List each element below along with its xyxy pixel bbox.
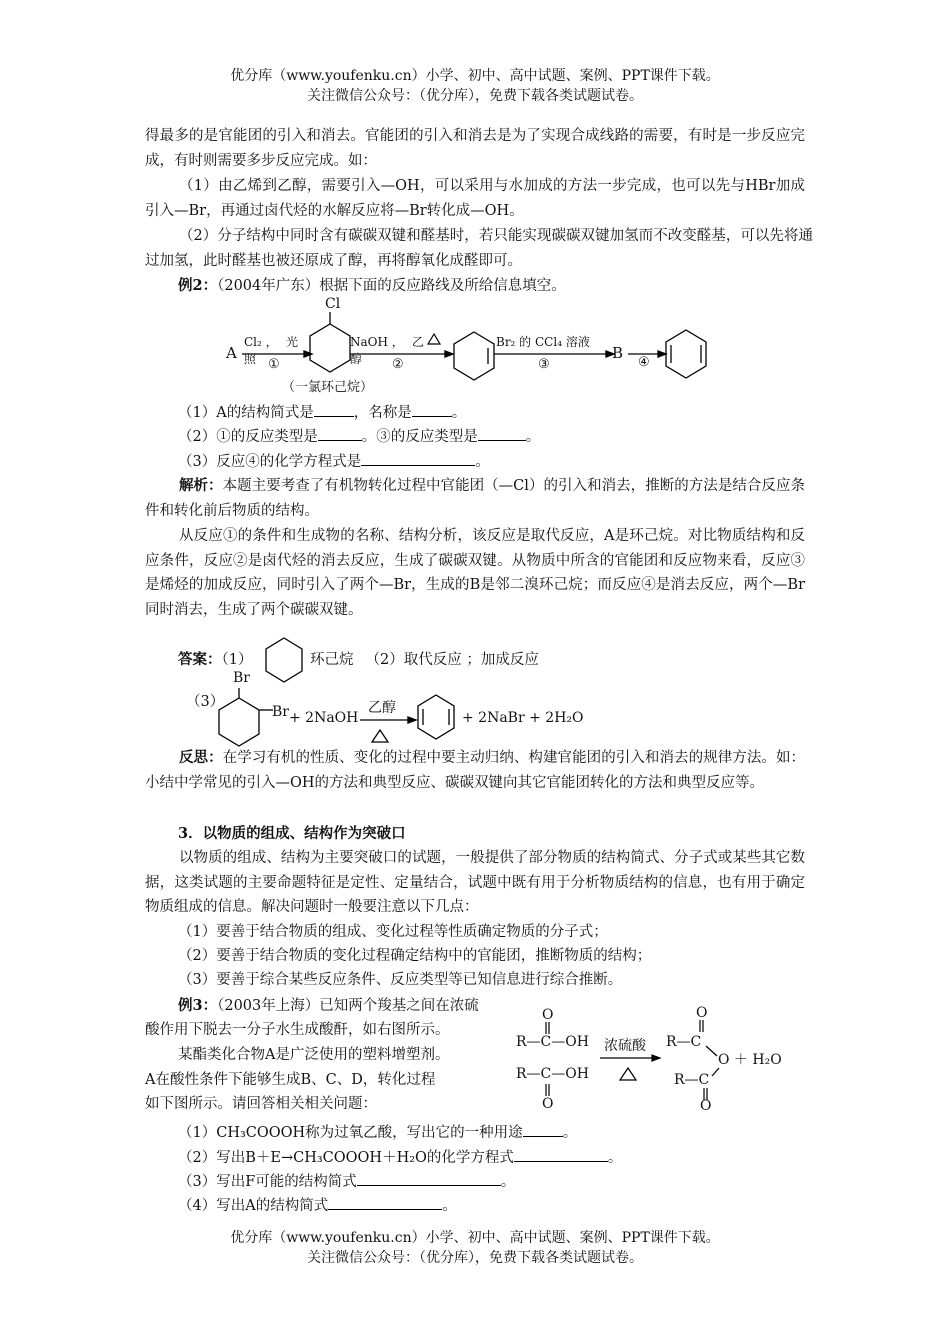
scheme-cond2-c: 醇 (350, 352, 363, 366)
answer-br-2: Br (272, 704, 289, 720)
scheme-step-1: ① (268, 357, 280, 372)
section-3-paragraph: 以物质的组成、结构为主要突破口的试题，一般提供了部分物质的结构简式、分子式或某些其它数据，这类试题的主要命题特征是定性、定量结合，试题中既有用于分析物质结构的信息，也有用于确定物质组成的信息。解决问题时一般要注意以下几点： (145, 850, 805, 916)
anhydride-condition: 浓硫酸 (604, 1038, 646, 1054)
scheme-cond1-b: 光 (286, 335, 299, 349)
anhydride-o-top: O (696, 1005, 708, 1021)
answer-cyclohexane (262, 636, 306, 686)
answer-arrow (358, 712, 418, 748)
blank-reaction-1-type[interactable] (318, 426, 362, 441)
ex3-question-3: （3）写出F可能的结构简式 。 (178, 1171, 515, 1192)
answer-naoh: + 2NaOH (289, 710, 359, 726)
section-3-title: 3．以物质的组成、结构作为突破口 (178, 825, 406, 842)
section-3-tip-3: （3）要善于综合某些反应条件、反应类型等已知信息进行综合推断。 (178, 972, 623, 988)
anhydride-o-plus-water: O ＋ H₂O (718, 1052, 782, 1068)
scheme-step-3: ③ (538, 357, 550, 372)
analysis-paragraph: 解析：本题主要考查了有机物转化过程中官能团（—Cl）的引入和消去，推断的方法是结合反应条件和转化前后物质的结构。 (145, 477, 805, 519)
answer-line-1b: 环己烷 （2）取代反应 ；加成反应 (310, 652, 539, 668)
answer-condition: 乙醇 (368, 700, 396, 716)
anhydride-rc-top: R—C (666, 1034, 702, 1050)
blank-f-structure[interactable] (357, 1171, 501, 1186)
scheme-cond2-a: NaOH ， (350, 335, 404, 349)
acid2-formula: R—C—OH (516, 1066, 589, 1082)
blank-reaction-4-equation[interactable] (361, 451, 475, 466)
chlorocyclohexane-ring (310, 324, 350, 372)
anhydride-scheme-lines (500, 1000, 740, 1116)
arrowhead-4 (658, 351, 666, 357)
scheme-cl: Cl (325, 296, 341, 312)
reflection-paragraph: 反思：在学习有机的性质、变化的过程中要主动归纳、构建官能团的引入和消去的规律方法。如：小结中学常见的引入—OH的方法和典型反应、碳碳双键向其它官能团转化的方法和典型反应等。 (145, 749, 806, 791)
answer-br-1: Br (233, 670, 250, 686)
answer-3-label: （3） (186, 694, 225, 710)
scheme-mid-b: B (612, 344, 624, 362)
example-3-line-5: 如下图所示。请回答相关相关问题： (145, 1096, 377, 1112)
blank-peracetic-use[interactable] (523, 1122, 563, 1137)
scheme-cond-3: Br₂ 的 CCl₄ 溶液 (496, 335, 590, 349)
arrowhead-2 (445, 351, 453, 357)
section-3-tip-1: （1）要善于结合物质的组成、变化过程等性质确定物质的分子式； (178, 924, 608, 940)
footer-line-1: 优分库（www.youfenku.cn）小学、初中、高中试题、案例、PPT课件下载。 (230, 1230, 720, 1246)
page-header (0, 66, 950, 106)
section-3-tip-2: （2）要善于结合物质的变化过程确定结构中的官能团，推断物质的结构； (178, 948, 652, 964)
acid2-o: O (542, 1096, 554, 1112)
ex3-question-1: （1）CH₃COOOH称为过氧乙酸，写出它的一种用途 。 (178, 1122, 577, 1143)
page-footer (0, 1228, 950, 1268)
scheme-step-2: ② (392, 357, 404, 372)
point-1: （1）由乙烯到乙醇，需要引入—OH，可以采用与水加成的方法一步完成，也可以先与HBr加成引入—Br，再通过卤代烃的水解反应将—Br转化成—OH。 (145, 178, 805, 219)
blank-a-structure-ex3[interactable] (328, 1195, 442, 1210)
cyclohexadiene-ring (666, 330, 706, 378)
example-2-heading (178, 276, 566, 296)
example-3-line-1: 例3：（2003年上海）已知两个羧基之间在浓硫 (178, 997, 479, 1014)
header-line-1: 优分库（www.youfenku.cn）小学、初中、高中试题、案例、PPT课件下载。 (230, 68, 720, 84)
acid1-formula: R—C—OH (516, 1034, 589, 1050)
acid1-o: O (542, 1007, 554, 1023)
scheme-start-a: A (226, 344, 237, 362)
scheme-step-4: ④ (638, 355, 650, 370)
scheme-cond2-b: 乙 (412, 335, 425, 349)
anhydride-o-bottom: O (700, 1098, 712, 1114)
point-2: （2）分子结构中同时含有碳碳双键和醛基时，若只能实现碳碳双键加氢而不改变醛基，可以先将通过加氢，此时醛基也被还原成了醇，再将醇氧化成醛即可。 (145, 228, 813, 269)
footer-line-2: 关注微信公众号：（优分库），免费下载各类试题试卷。 (307, 1250, 643, 1266)
example-3-line-4: A在酸性条件下能够生成B、C、D，转化过程 (145, 1072, 436, 1088)
anhydride-rc-bottom: R—C (674, 1072, 710, 1088)
answer-cyclohexadiene (414, 693, 458, 745)
blank-a-structure[interactable] (314, 402, 354, 417)
ex2-question-1: （1）A的结构简式是 ，名称是 。 (178, 402, 466, 423)
ex3-question-4: （4）写出A的结构简式 。 (178, 1195, 457, 1216)
arrowhead-1 (304, 351, 312, 357)
blank-be-equation[interactable] (514, 1147, 608, 1162)
blank-a-name[interactable] (412, 402, 452, 417)
scheme-cond1-c: 照 (244, 352, 257, 366)
example-2-label: 例2： (178, 277, 218, 294)
ex2-question-2: （2）①的反应类型是 。③的反应类型是 。 (178, 426, 540, 447)
ex2-question-3: （3）反应④的化学方程式是 。 (178, 451, 490, 472)
analysis-paragraph-2: 从反应①的条件和生成物的名称、结构分析，该反应是取代反应，A是环己烷。对比物质结构和反应条件，反应②是卤代烃的消去反应，生成了碳碳双键。从物质中所含的官能团和反应物来看，反应③是烯烃的加成反应，同时引入了两个—Br，生成的B是邻二溴环己烷；而反应④是消去反应，两个—Br同时消去，生成了两个碳碳双键。 (145, 528, 805, 618)
blank-reaction-3-type[interactable] (478, 426, 526, 441)
answer-line-1: 答案：（1） (178, 651, 253, 668)
scheme-caption: （一氯环己烷） (282, 380, 374, 395)
answer-dibromocyclohexane (215, 686, 275, 752)
header-line-2: 关注微信公众号：（优分库），免费下载各类试题试卷。 (307, 88, 643, 104)
example-3-line-2: 酸作用下脱去一分子水生成酸酐，如右图所示。 (145, 1022, 450, 1038)
example-2-text: （2004年广东）根据下面的反应路线及所给信息填空。 (217, 278, 566, 294)
example-3-line-3: 某酯类化合物A是广泛使用的塑料增塑剂。 (178, 1047, 450, 1063)
scheme-cond1-a: Cl₂ ， (244, 335, 278, 349)
ex3-question-2: （2）写出B＋E→CH₃COOOH＋H₂O的化学方程式 。 (178, 1147, 622, 1168)
answer-products: + 2NaBr + 2H₂O (462, 710, 584, 726)
intro-paragraph: 得最多的是官能团的引入和消去。官能团的引入和消去是为了实现合成线路的需要，有时是一步反应完成，有时则需要多步反应完成。如： (145, 128, 805, 169)
heat-triangle-1 (428, 334, 440, 344)
